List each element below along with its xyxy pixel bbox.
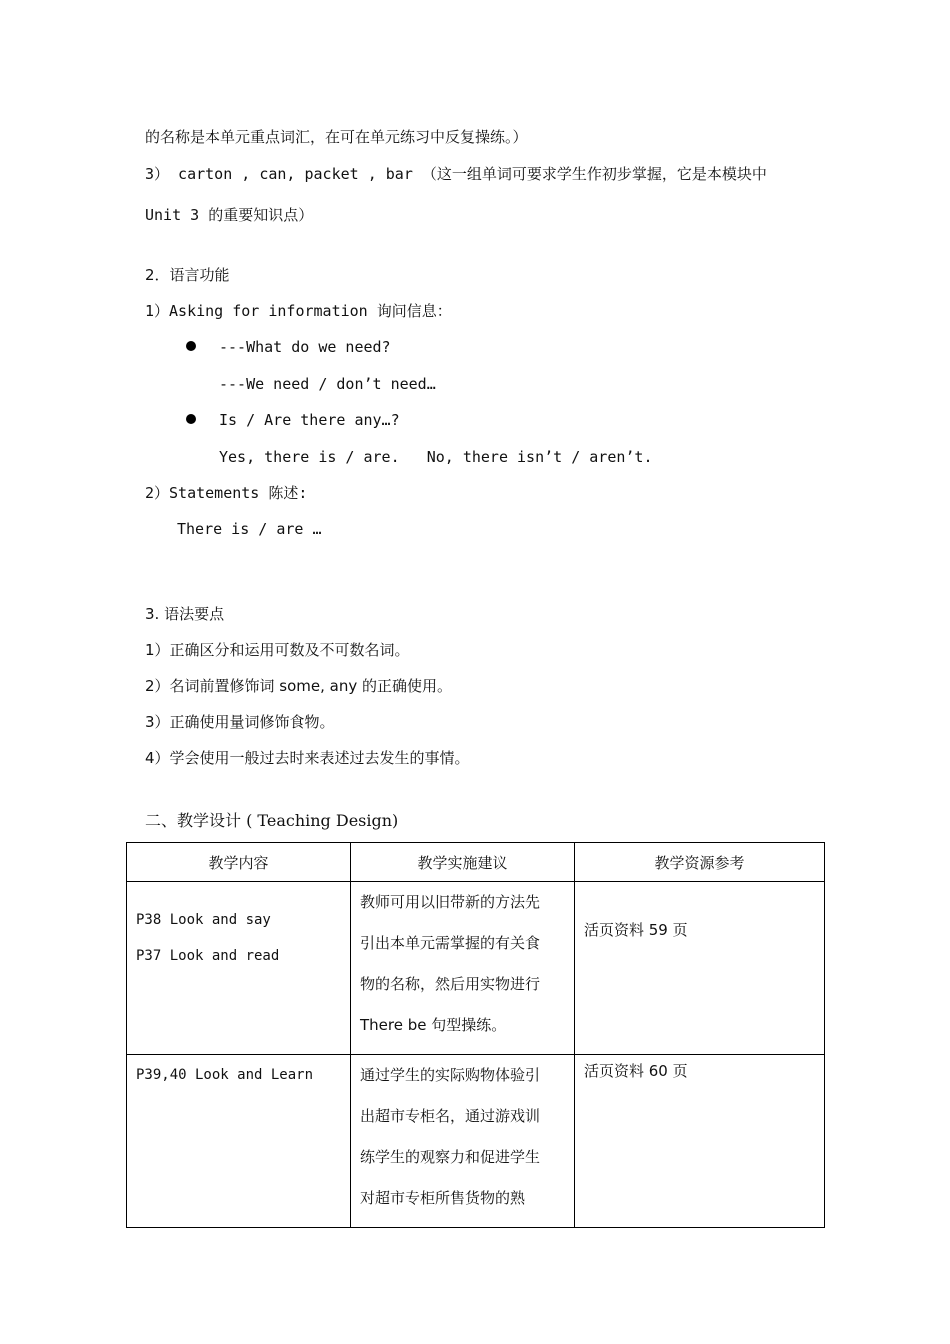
table-cell <box>351 1055 575 1228</box>
text-line: Yes, there is / are. No, there isn’t / aren’t. <box>219 448 653 466</box>
text-line: 3） carton , can, packet , bar （这一组单词可要求学生作初步掌握，它是本模块中 <box>145 165 767 183</box>
bullet-dot <box>186 341 196 351</box>
teaching-design-table <box>126 842 825 1228</box>
table-cell <box>575 882 825 1055</box>
text-line: 2）名词前置修饰词 some, any 的正确使用。 <box>145 677 453 695</box>
section-heading: 2．语言功能 <box>145 266 230 284</box>
text-line: 1）Asking for information 询问信息： <box>145 302 452 320</box>
text-line: 2）Statements 陈述: <box>145 484 308 502</box>
cell-line: 练学生的观察力和促进学生 <box>360 1148 541 1166</box>
table-cell <box>127 882 351 1055</box>
cell-line: P37 Look and read <box>136 948 280 964</box>
cell-line: 活页资料 60 页 <box>584 1062 688 1080</box>
cell-line: There be 句型操练。 <box>360 1016 507 1034</box>
section-heading: 3. 语法要点 <box>145 605 225 623</box>
cell-line: 教师可用以旧带新的方法先 <box>360 893 541 911</box>
cell-line: 出超市专柜名，通过游戏训 <box>360 1107 541 1125</box>
cell-line: 对超市专柜所售货物的熟 <box>360 1189 526 1207</box>
text-line: Unit 3 的重要知识点） <box>145 206 314 224</box>
text-line: 4）学会使用一般过去时来表述过去发生的事情。 <box>145 749 470 767</box>
table-row <box>127 1055 825 1228</box>
text-line: 3）正确使用量词修饰食物。 <box>145 713 335 731</box>
table-cell <box>351 882 575 1055</box>
cell-line: 引出本单元需掌握的有关食 <box>360 934 541 952</box>
cell-line: P38 Look and say <box>136 912 271 928</box>
cell-line: 通过学生的实际购物体验引 <box>360 1066 541 1084</box>
column-header: 教学资源参考 <box>575 843 825 882</box>
bullet-dot <box>186 414 196 424</box>
teaching-design-heading: 二、教学设计 ( Teaching Design) <box>145 811 399 830</box>
text-line: There is / are … <box>177 520 322 538</box>
cell-line: P39,40 Look and Learn <box>136 1067 314 1083</box>
text-line: ---We need / don’t need… <box>219 375 436 393</box>
table-cell <box>575 1055 825 1228</box>
column-header: 教学内容 <box>127 843 351 882</box>
table-row <box>127 882 825 1055</box>
text-line: ---What do we need? <box>219 338 391 356</box>
table-cell <box>127 1055 351 1228</box>
cell-line: 活页资料 59 页 <box>584 921 688 939</box>
column-header: 教学实施建议 <box>351 843 575 882</box>
text-line: Is / Are there any…? <box>219 411 400 429</box>
cell-line: 物的名称，然后用实物进行 <box>360 975 541 993</box>
text-line: 的名称是本单元重点词汇，在可在单元练习中反复操练。） <box>145 128 528 146</box>
text-line: 1）正确区分和运用可数及不可数名词。 <box>145 641 410 659</box>
table-header-row <box>127 843 825 882</box>
